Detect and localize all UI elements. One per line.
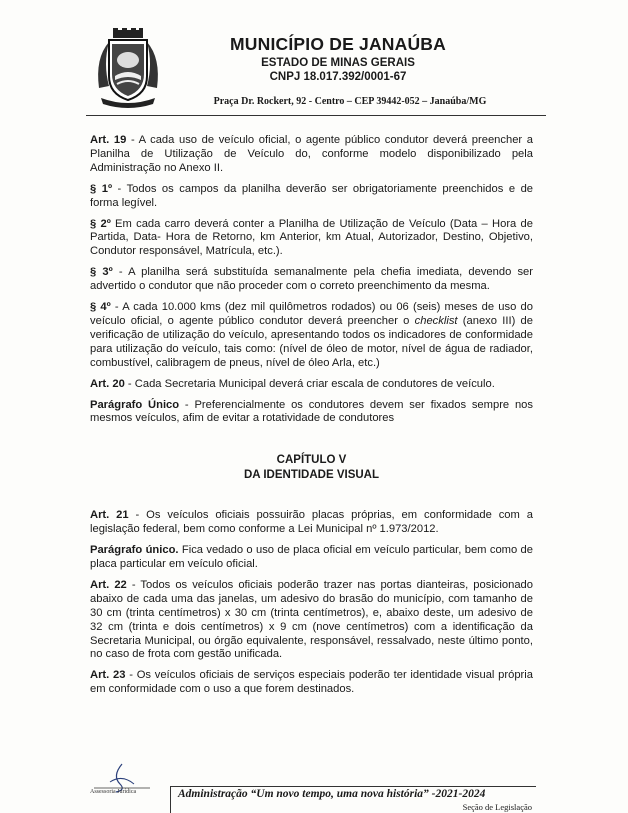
chapter-heading <box>90 453 533 483</box>
paragraph: Art. 23 - Os veículos oficiais de serviços especiais poderão ter identidade visual própria em conformidade com o uso a que forem destinados. <box>90 669 533 696</box>
chapter-number: CAPÍTULO V <box>276 454 347 467</box>
paragraph: § 1º - Todos os campos da planilha deverão ser obrigatoriamente preenchidos e de forma legível. <box>90 182 534 209</box>
coat-of-arms-icon <box>95 28 161 108</box>
paragraph: Art. 19 - A cada uso de veículo oficial, o agente público condutor deverá preencher a Planilha de Utilização de Veículo do, conforme modelo disponibilizado pela Administração no Anexo II. <box>90 134 533 174</box>
paragraph: Art. 20 - Cada Secretaria Municipal deverá criar escala de condutores de veículo. <box>90 377 495 390</box>
paragraph: Parágrafo Único - Preferencialmente os condutores devem ser fixados sempre nos mesmos veículos, afim de evitar a rotatividade de condutores <box>90 398 533 425</box>
paragraph: § 4º - A cada 10.000 kms (dez mil quilômetros rodados) ou 06 (seis) meses de uso do veículo oficial, o agente público condutor deverá preencher o checklist (anexo III) de verificação de utilização do veículo, apresentando todos os indicadores de conformidade para utilização do veículo, tais como: (nível de óleo de motor, nível de água de radiador, combustível, calibragem de pneus, nível de óleo Arla, etc.) <box>90 301 533 369</box>
document-body <box>90 134 533 704</box>
paragraph: § 3º - A planilha será substituída semanalmente pela chefia imediata, devendo ser advertido o condutor que não proceder com o correto preenchimento da mesma. <box>90 266 533 293</box>
paragraph: § 2º Em cada carro deverá conter a Planilha de Utilização de Veículo (Data – Hora de Partida, Data- Hora de Retorno, km Anterior, km Atual, Autorizador, Destino, Objetivo, Condutor responsável, Matrícula, etc.). <box>90 217 533 258</box>
footer-divider-vertical <box>170 786 171 813</box>
footer-slogan: Administração “Um novo tempo, uma nova história” -2021-2024 <box>178 788 486 800</box>
state-name: ESTADO DE MINAS GERAIS <box>261 57 415 69</box>
header-divider <box>86 115 546 116</box>
letterhead <box>218 34 458 84</box>
paragraph: Parágrafo único. Fica vedado o uso de placa oficial em veículo particular, bem como de placa particular em veículo oficial. <box>90 544 534 571</box>
cnpj-number: CNPJ 18.017.392/0001-67 <box>269 71 407 83</box>
legal-stamp-label: Assessoria Jurídica <box>90 789 137 795</box>
footer-section: Seção de Legislação <box>462 802 532 812</box>
paragraph: Art. 21 - Os veículos oficiais possuirão placas próprias, em conformidade com a legislação federal, bem como conforme a Lei Municipal nº 1.973/2012. <box>90 509 533 536</box>
municipality-title: MUNICÍPIO DE JANAÚBA <box>230 34 446 54</box>
chapter-title: DA IDENTIDADE VISUAL <box>243 469 380 482</box>
footer-divider <box>170 786 536 787</box>
paragraph: Art. 22 - Todos os veículos oficiais poderão trazer nas portas dianteiras, posicionado abaixo de cada uma das janelas, um adesivo do brasão do município, com tamanho de 30 cm (trinta centímetros) x 30 cm (trinta centímetros), e, abaixo deste, um adesivo de 32 cm (trinta e dois centímetros) x 9 cm (nove centímetros) com a identificação da Secretaria Municipal, ou órgão equivalente, responsável, ressalvado, neste último ponto, no caso de frota com gestão unificada. <box>90 578 533 661</box>
address-line: Praça Dr. Rockert, 92 - Centro – CEP 39442-052 – Janaúba/MG <box>213 96 487 107</box>
